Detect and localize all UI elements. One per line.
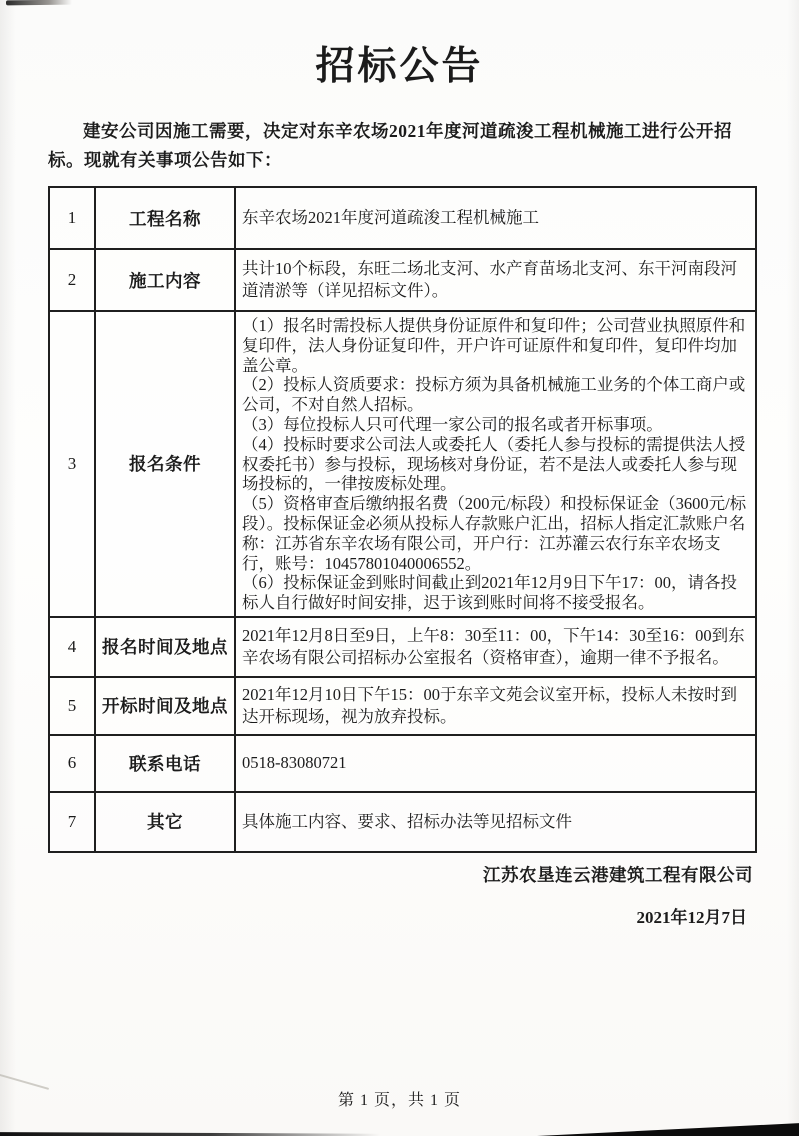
- row-label: 报名条件: [96, 312, 236, 616]
- announcement-table: [48, 186, 757, 853]
- row-content: [236, 188, 755, 248]
- row-number: 1: [50, 188, 96, 248]
- content-paragraph: （3）每位投标人只可代理一家公司的报名或者开标事项。: [242, 414, 663, 434]
- table-row-project-name: [50, 188, 755, 250]
- row-number: 5: [50, 678, 96, 734]
- row-content: [236, 736, 755, 791]
- intro-paragraph: 建安公司因施工需要，决定对东辛农场2021年度河道疏浚工程机械施工进行公开招标。现就有关事项公告如下：: [48, 121, 732, 170]
- content-paragraph: 2021年12月8日至9日，上午8：30至11：00，下午14：30至16：00到东辛农场有限公司招标办公室报名（资格审查），逾期一律不予报名。: [242, 625, 745, 667]
- table-row-bid-opening-time-place: [50, 678, 755, 736]
- signature-date: 2021年12月7日: [636, 907, 747, 927]
- row-content: [236, 312, 755, 616]
- scan-edge-shade: [787, 0, 799, 1136]
- row-content: [236, 618, 755, 676]
- scan-artifact: [537, 1122, 799, 1136]
- table-row-construction-content: [50, 250, 755, 312]
- content-paragraph: （4）投标时要求公司法人或委托人（委托人参与投标的需提供法人授权委托书）参与投标，现场核对身份证，若不是法人或委托人参与现场投标的，一律按废标处理。: [242, 434, 746, 494]
- content-paragraph: 具体施工内容、要求、招标办法等见招标文件: [242, 811, 572, 831]
- document-title: 招标公告: [315, 45, 484, 88]
- row-number: 4: [50, 618, 96, 676]
- scan-artifact: [6, 0, 72, 5]
- row-label: 报名时间及地点: [96, 618, 236, 676]
- signature-company: 江苏农垦连云港建筑工程有限公司: [483, 864, 753, 885]
- scan-edge-shade: [0, 0, 16, 1136]
- row-label: 工程名称: [96, 188, 236, 248]
- content-paragraph: （1）报名时需投标人提供身份证原件和复印件；公司营业执照原件和复印件，法人身份证复印件，开户许可证原件和复印件，复印件均加盖公章。: [242, 316, 746, 375]
- row-label: 开标时间及地点: [96, 678, 236, 734]
- scan-artifact: [0, 1130, 380, 1136]
- row-label: 施工内容: [96, 250, 236, 310]
- table-row-registration-conditions: [50, 312, 755, 618]
- content-paragraph: （6）投标保证金到账时间截止到2021年12月9日下午17：00，请各投标人自行做好时间安排，迟于该到账时间将不接受报名。: [242, 573, 737, 613]
- row-number: 7: [50, 793, 96, 851]
- table-row-other: [50, 793, 755, 851]
- row-number: 6: [50, 736, 96, 791]
- content-paragraph: 2021年12月10日下午15：00于东辛文苑会议室开标，投标人未按时到达开标现场，视为放弃投标。: [242, 684, 737, 726]
- content-paragraph: （2）投标人资质要求：投标方须为具备机械施工业务的个体工商户或公司，不对自然人招标。: [242, 375, 746, 415]
- row-label: 联系电话: [96, 736, 236, 791]
- table-row-contact-phone: [50, 736, 755, 793]
- content-paragraph: 0518-83080721: [242, 753, 347, 773]
- content-paragraph: （5）资格审查后缴纳报名费（200元/标段）和投标保证金（3600元/标段）。投标保证金必须从投标人存款账户汇出，招标人指定汇款账户名称：江苏省东辛农场有限公司，开户行：江苏灌云农行东辛农场支行，账号：10457801040006552。: [242, 494, 747, 573]
- row-content: [236, 793, 755, 851]
- row-number: 2: [50, 250, 96, 310]
- row-content: [236, 678, 755, 734]
- table-row-registration-time-place: [50, 618, 755, 678]
- content-paragraph: 共计10个标段，东旺二场北支河、水产育苗场北支河、东干河南段河道清淤等（详见招标文件）。: [242, 259, 737, 300]
- page-number-footer: 第 1 页，共 1 页: [337, 1092, 461, 1109]
- content-paragraph: 东辛农场2021年度河道疏浚工程机械施工: [242, 208, 539, 227]
- row-label: 其它: [96, 793, 236, 851]
- row-number: 3: [50, 312, 96, 616]
- row-content: [236, 250, 755, 310]
